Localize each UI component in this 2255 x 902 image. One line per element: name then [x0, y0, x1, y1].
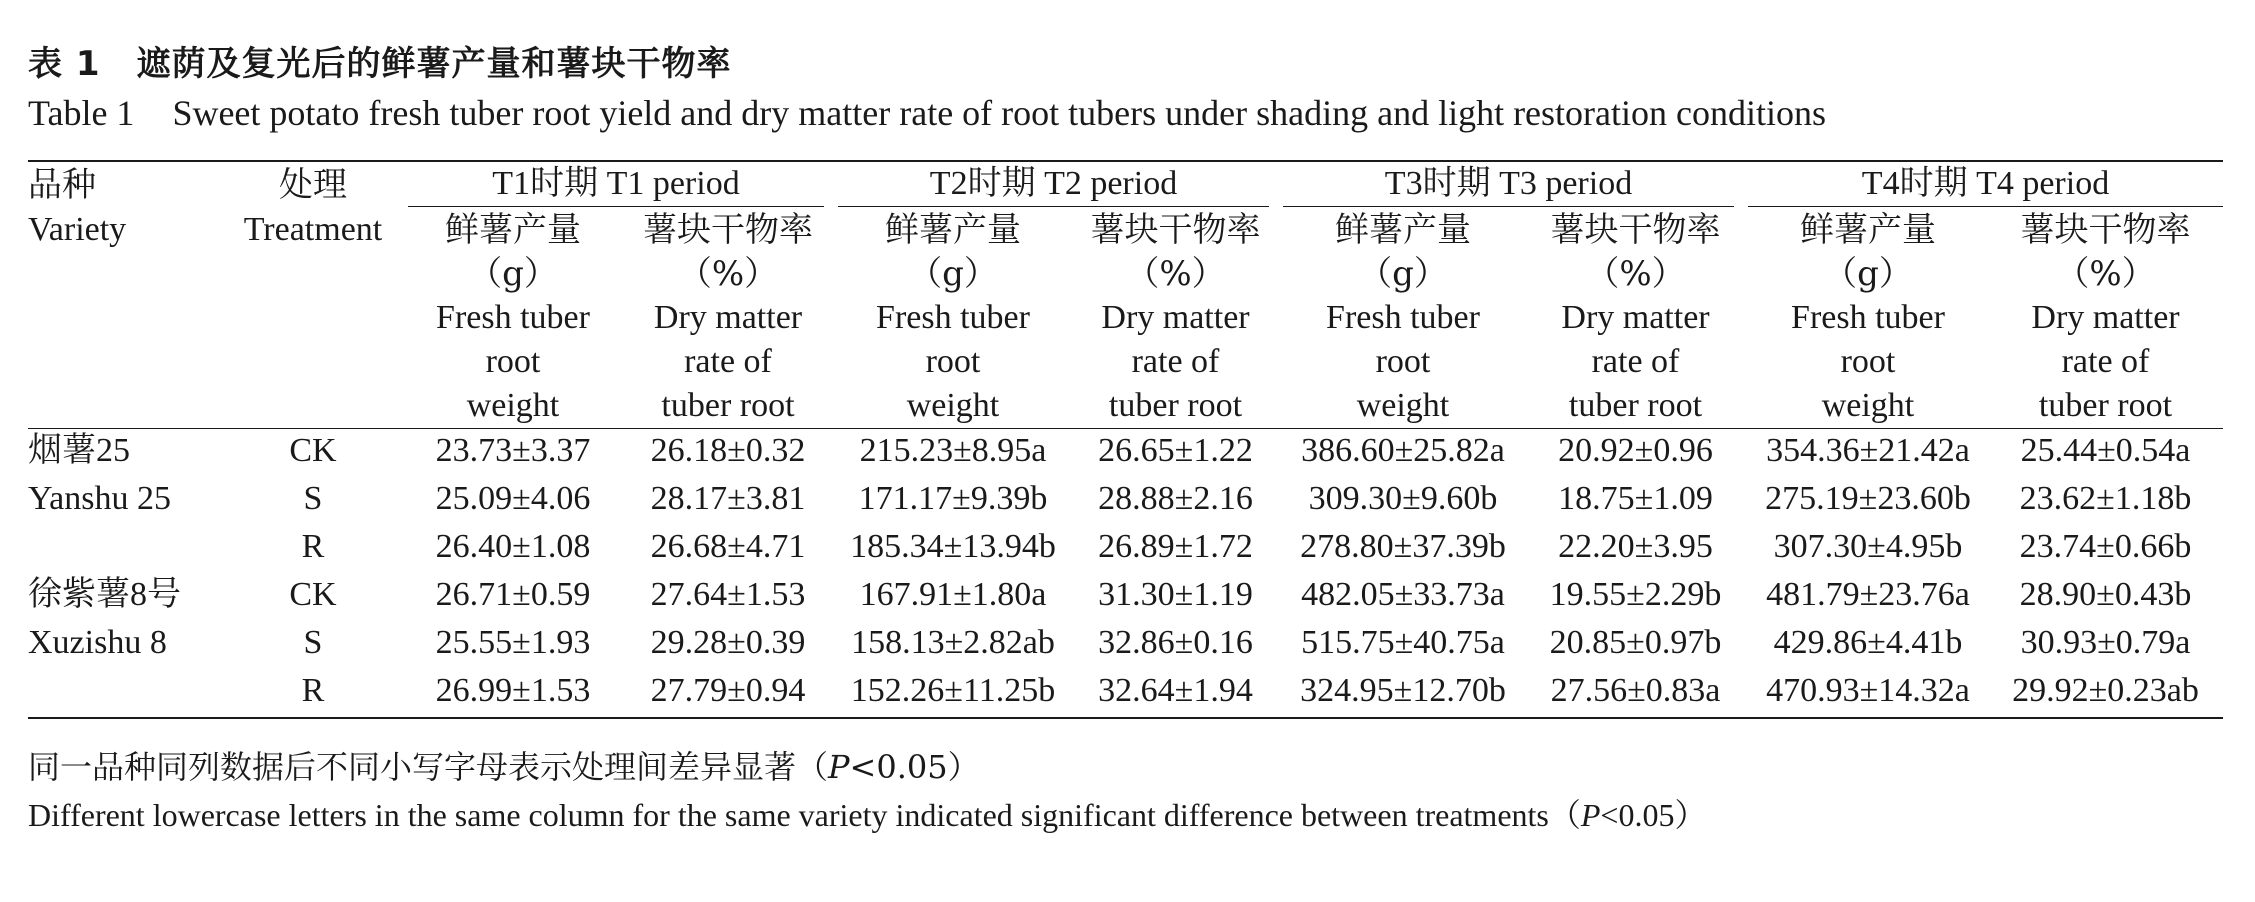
dry-matter-header-en: tuber root [618, 384, 838, 429]
table-caption-cn: 遮荫及复光后的鲜薯产量和薯块干物率 [136, 44, 732, 84]
value-cell: 23.74±0.66b [2019, 528, 2192, 565]
value-cell: 28.17±3.81 [650, 480, 806, 517]
value-cell: 324.95±12.70b [1283, 669, 1523, 718]
fresh-weight-header-en: weight [408, 384, 618, 429]
variety-cell [28, 669, 218, 718]
period-header-t2: T2时期 T2 period [838, 162, 1269, 207]
value-cell: 19.55±2.29b [1549, 576, 1722, 613]
value-cell: 28.90±0.43b [2019, 576, 2192, 613]
dry-matter-header-cn: 薯块干物率 [1550, 210, 1721, 250]
fresh-weight-header-cn: 鲜薯产量 [885, 210, 1021, 250]
fresh-weight-header-en: Fresh tuber [436, 299, 590, 336]
dry-matter-header-cn: 薯块干物率 [2020, 210, 2191, 250]
value-cell: 26.71±0.59 [435, 576, 591, 613]
fresh-weight-header-en: root [485, 343, 541, 380]
header-row-unit [28, 252, 2223, 296]
value-cell: 23.73±3.37 [435, 432, 591, 469]
dry-matter-unit: （%） [1125, 254, 1226, 294]
value-cell: 215.23±8.95a [859, 432, 1047, 469]
value-cell: 429.86±4.41b [1773, 624, 1963, 661]
header-row-en2 [28, 340, 2223, 384]
fresh-weight-unit: （g） [468, 254, 558, 294]
value-cell: 309.30±9.60b [1308, 480, 1498, 517]
value-cell: 32.64±1.94 [1068, 669, 1283, 718]
value-cell: 481.79±23.76a [1766, 576, 1970, 613]
period-header-t4: T4时期 T4 period [1748, 162, 2223, 207]
variety-cell: 徐紫薯8号 [28, 576, 181, 613]
dry-matter-header-en: tuber root [1988, 384, 2223, 429]
value-cell: 29.28±0.39 [650, 624, 806, 661]
fresh-weight-unit: （g） [1358, 254, 1448, 294]
value-cell: 482.05±33.73a [1301, 576, 1505, 613]
variety-cell [28, 525, 218, 573]
value-cell: 23.62±1.18b [2019, 480, 2192, 517]
header-row-en3 [28, 384, 2223, 429]
value-cell: 307.30±4.95b [1773, 528, 1963, 565]
fresh-weight-header-en: Fresh tuber [1326, 299, 1480, 336]
value-cell: 386.60±25.82a [1301, 432, 1505, 469]
treatment-cell: S [303, 480, 323, 517]
table-label-en: Table 1 [28, 93, 135, 133]
value-cell: 26.40±1.08 [435, 528, 591, 565]
table-row [28, 621, 2223, 669]
treatment-cell: S [303, 624, 323, 661]
variety-header-en: Variety [28, 211, 127, 248]
value-cell: 25.55±1.93 [435, 624, 591, 661]
fresh-weight-unit: （g） [908, 254, 998, 294]
table-row [28, 477, 2223, 525]
table-row [28, 669, 2223, 718]
value-cell: 25.09±4.06 [435, 480, 591, 517]
variety-cell: Xuzishu 8 [28, 624, 167, 661]
fresh-weight-header-en: weight [1283, 384, 1523, 429]
dry-matter-header-en: Dry matter [653, 299, 803, 336]
treatment-cell: CK [289, 576, 337, 613]
fresh-weight-header-en: Fresh tuber [876, 299, 1030, 336]
value-cell: 27.64±1.53 [650, 576, 806, 613]
table-row [28, 429, 2223, 478]
value-cell: 354.36±21.42a [1766, 432, 1970, 469]
value-cell: 26.99±1.53 [408, 669, 618, 718]
data-table [28, 160, 2223, 719]
value-cell: 26.89±1.72 [1098, 528, 1253, 565]
footnote-cn-text: 同一品种同列数据后不同小写字母表示处理间差异显著（ [28, 748, 829, 786]
value-cell: 26.65±1.22 [1098, 432, 1253, 469]
dry-matter-header-en: tuber root [1523, 384, 1748, 429]
fresh-weight-header-en: root [1375, 343, 1431, 380]
value-cell: 20.92±0.96 [1558, 432, 1713, 469]
value-cell: 26.18±0.32 [650, 432, 806, 469]
treatment-cell: CK [289, 432, 337, 469]
value-cell: 158.13±2.82ab [851, 624, 1055, 661]
dry-matter-header-cn: 薯块干物率 [1090, 210, 1261, 250]
dry-matter-unit: （%） [677, 254, 779, 294]
value-cell: 30.93±0.79a [2020, 624, 2191, 661]
dry-matter-unit: （%） [1585, 254, 1686, 294]
treatment-header-en: Treatment [243, 211, 383, 248]
value-cell: 20.85±0.97b [1549, 624, 1722, 661]
fresh-weight-header-en: root [925, 343, 981, 380]
dry-matter-header-en: rate of [1131, 343, 1220, 380]
value-cell: 278.80±37.39b [1300, 528, 1506, 565]
value-cell: 18.75±1.09 [1558, 480, 1713, 517]
table-title-en [28, 92, 1826, 134]
footnote-cn-p: P [828, 748, 850, 786]
value-cell: 28.88±2.16 [1098, 480, 1253, 517]
footnote-en-text: Different lowercase letters in the same column for the same variety indicated significant difference between treatments（ [28, 797, 1581, 833]
header-row-periods [28, 161, 2223, 208]
value-cell: 171.17±9.39b [858, 480, 1048, 517]
fresh-weight-header-cn: 鲜薯产量 [1335, 210, 1471, 250]
table-label-cn: 表 1 [28, 44, 101, 84]
value-cell: 32.86±0.16 [1098, 624, 1253, 661]
variety-cell: 烟薯25 [28, 432, 130, 469]
variety-cell: Yanshu 25 [28, 480, 171, 517]
value-cell: 31.30±1.19 [1098, 576, 1253, 613]
dry-matter-header-cn: 薯块干物率 [643, 210, 813, 250]
dry-matter-unit: （%） [2055, 254, 2156, 294]
treatment-cell: R [218, 669, 408, 718]
dry-matter-header-en: Dry matter [1561, 299, 1710, 336]
footnote-cn [28, 742, 980, 788]
header-row-en1 [28, 296, 2223, 340]
dry-matter-header-en: rate of [2061, 343, 2150, 380]
period-header-t3: T3时期 T3 period [1283, 162, 1734, 207]
footnote-en-p: P [1580, 797, 1601, 833]
fresh-weight-header-en: weight [838, 384, 1068, 429]
value-cell: 26.68±4.71 [650, 528, 806, 565]
dry-matter-header-en: Dry matter [1101, 299, 1250, 336]
footnote-en [28, 790, 1706, 836]
value-cell: 470.93±14.32a [1748, 669, 1988, 718]
value-cell: 275.19±23.60b [1765, 480, 1971, 517]
value-cell: 515.75±40.75a [1301, 624, 1505, 661]
table-title-cn [28, 36, 732, 85]
fresh-weight-header-en: Fresh tuber [1791, 299, 1945, 336]
value-cell: 29.92±0.23ab [1988, 669, 2223, 718]
header-row-cn [28, 208, 2223, 252]
value-cell: 167.91±1.80a [859, 576, 1047, 613]
dry-matter-header-en: rate of [1591, 343, 1680, 380]
value-cell: 27.56±0.83a [1523, 669, 1748, 718]
fresh-weight-unit: （g） [1823, 254, 1913, 294]
treatment-header-cn: 处理 [218, 161, 408, 208]
value-cell: 185.34±13.94b [850, 528, 1056, 565]
period-header-t1: T1时期 T1 period [408, 162, 824, 207]
table-row [28, 573, 2223, 621]
variety-header-cn: 品种 [28, 161, 218, 208]
dry-matter-header-en: rate of [684, 343, 772, 380]
value-cell: 22.20±3.95 [1558, 528, 1713, 565]
fresh-weight-header-en: root [1840, 343, 1896, 380]
footnote-cn-end: <0.05） [849, 748, 980, 786]
fresh-weight-header-en: weight [1748, 384, 1988, 429]
dry-matter-header-en: tuber root [1068, 384, 1283, 429]
table-caption-en: Sweet potato fresh tuber root yield and dry matter rate of root tubers under shading and light restoration conditions [172, 93, 1827, 133]
fresh-weight-header-cn: 鲜薯产量 [1800, 210, 1936, 250]
value-cell: 25.44±0.54a [2020, 432, 2191, 469]
table-row [28, 525, 2223, 573]
dry-matter-header-en: Dry matter [2031, 299, 2180, 336]
footnote-en-end: <0.05） [1600, 797, 1707, 833]
fresh-weight-header-cn: 鲜薯产量 [445, 210, 581, 250]
treatment-cell: R [301, 528, 325, 565]
value-cell: 27.79±0.94 [618, 669, 838, 718]
value-cell: 152.26±11.25b [838, 669, 1068, 718]
